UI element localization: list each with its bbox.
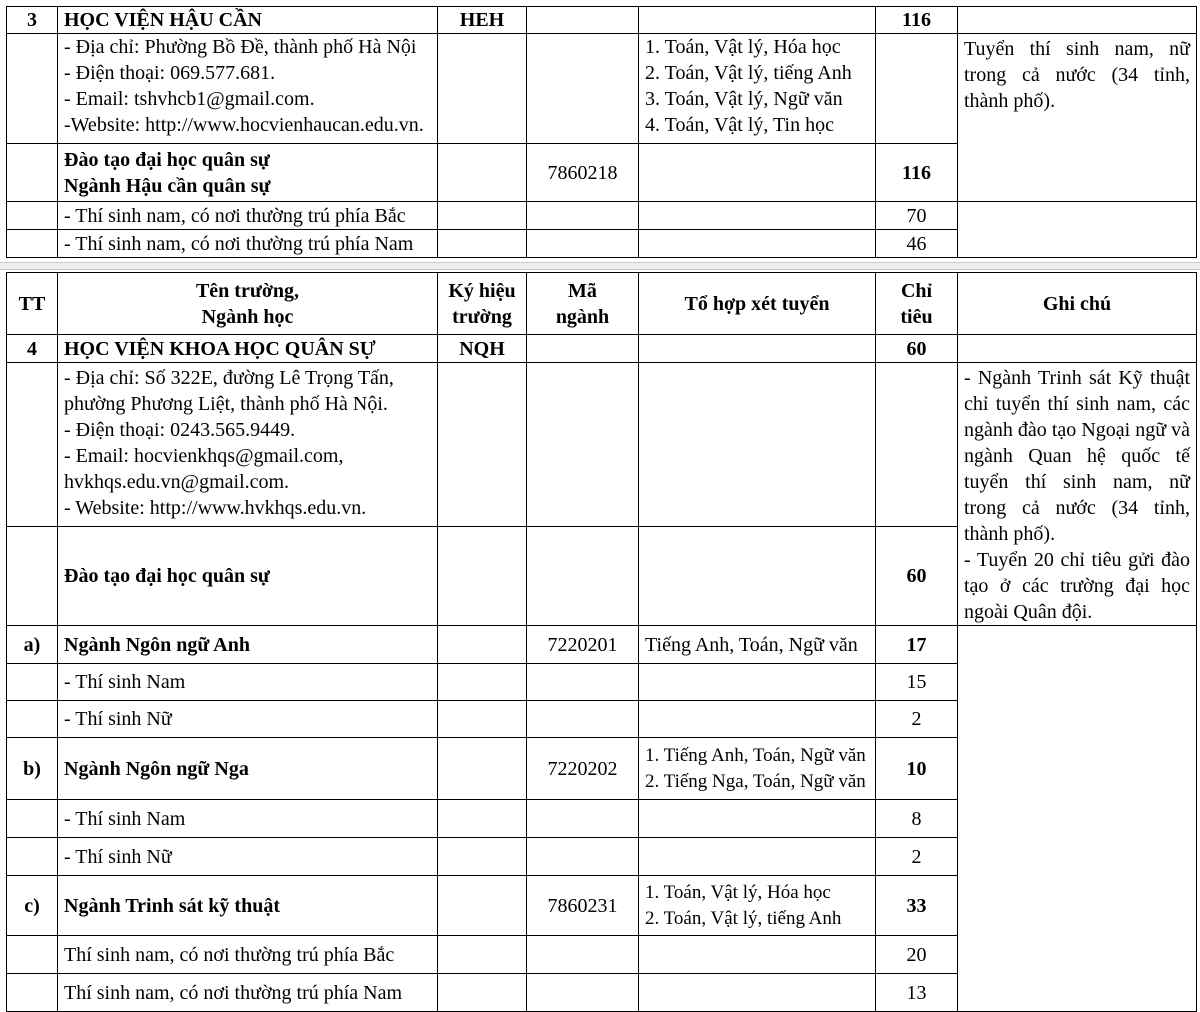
contact-row	[7, 363, 1197, 527]
school-row	[7, 335, 1197, 363]
major-quota: 17	[876, 626, 958, 664]
row-label: - Thí sinh nam, có nơi thường trú phía Bắc	[58, 202, 438, 230]
row-quota: 8	[876, 800, 958, 838]
major-name: Ngành Trinh sát kỹ thuật	[58, 876, 438, 936]
note-cell: - Ngành Trinh sát Kỹ thuật chỉ tuyển thí sinh nam, các ngành đào tạo Ngoại ngữ và ngành Quan hệ quốc tế tuyển thí sinh nam, nữ trong cả nước (34 tỉnh, thành phố). - Tuyển 20 chỉ tiêu gửi đào tạo ở các trường đại học ngoài Quân đội.	[958, 363, 1197, 626]
contact-info	[58, 34, 438, 144]
school-code: HEH	[438, 7, 527, 34]
row-quota: 2	[876, 701, 958, 738]
major-tt: b)	[7, 738, 58, 800]
major-code: 7220201	[527, 626, 639, 664]
admissions-table-heh	[6, 6, 1197, 258]
page-break	[0, 262, 1200, 270]
row-label: - Thí sinh nam, có nơi thường trú phía Nam	[58, 230, 438, 258]
row-quota: 13	[876, 974, 958, 1012]
website: -Website: http://www.hocvienhaucan.edu.vn.	[64, 114, 424, 136]
row-quota: 2	[876, 838, 958, 876]
program-quota: 116	[876, 144, 958, 202]
admissions-table-nqh	[6, 272, 1197, 1012]
major-code: 7220202	[527, 738, 639, 800]
combo-item: 2. Tiếng Nga, Toán, Ngữ văn	[645, 770, 866, 792]
header-code: Ký hiệu trường	[438, 273, 527, 335]
row-label: - Thí sinh Nam	[58, 664, 438, 701]
combo-item: 1. Tiếng Anh, Toán, Ngữ văn	[645, 744, 866, 766]
row-label: - Thí sinh Nam	[58, 800, 438, 838]
school-quota: 116	[876, 7, 958, 34]
major-tt: a)	[7, 626, 58, 664]
major-tt: c)	[7, 876, 58, 936]
program-name: Đào tạo đại học quân sự Ngành Hậu cần quân sự	[58, 144, 438, 202]
email: hvkhqs.edu.vn@gmail.com.	[64, 471, 290, 493]
subject-combos	[639, 876, 876, 936]
school-row	[7, 7, 1197, 34]
header-combo: Tổ hợp xét tuyển	[639, 273, 876, 335]
row-label: - Thí sinh Nữ	[58, 838, 438, 876]
row-label: - Thí sinh Nữ	[58, 701, 438, 738]
major-name: Ngành Ngôn ngữ Nga	[58, 738, 438, 800]
subject-combos	[639, 738, 876, 800]
school-name: HỌC VIỆN HẬU CẦN	[58, 7, 438, 34]
header-row	[7, 273, 1197, 335]
header-note: Ghi chú	[958, 273, 1197, 335]
major-quota: 10	[876, 738, 958, 800]
address: - Địa chỉ: Phường Bồ Đề, thành phố Hà Nội	[64, 36, 417, 58]
combo-item: 1. Toán, Vật lý, Hóa học	[645, 36, 841, 58]
email: - Email: tshvhcb1@gmail.com.	[64, 88, 315, 110]
phone: - Điện thoại: 0243.565.9449.	[64, 419, 296, 441]
row-label: Thí sinh nam, có nơi thường trú phía Bắc	[58, 936, 438, 974]
combo-item: 2. Toán, Vật lý, tiếng Anh	[645, 62, 852, 84]
tt-cell: 4	[7, 335, 58, 363]
header-tt: TT	[7, 273, 58, 335]
row-quota: 20	[876, 936, 958, 974]
contact-info	[58, 363, 438, 527]
combo-item: 3. Toán, Vật lý, Ngữ văn	[645, 88, 843, 110]
subject-combos	[639, 34, 876, 144]
row-label: Thí sinh nam, có nơi thường trú phía Nam	[58, 974, 438, 1012]
combo-item: 1. Toán, Vật lý, Hóa học	[645, 881, 831, 903]
school-name: HỌC VIỆN KHOA HỌC QUÂN SỰ	[58, 335, 438, 363]
email: - Email: hocvienkhqs@gmail.com,	[64, 445, 344, 467]
address: phường Phương Liệt, thành phố Hà Nội.	[64, 393, 388, 415]
program-name: Đào tạo đại học quân sự	[58, 526, 438, 625]
row-quota: 15	[876, 664, 958, 701]
contact-row	[7, 34, 1197, 144]
table-row	[7, 202, 1197, 230]
website: - Website: http://www.hvkhqs.edu.vn.	[64, 497, 367, 519]
program-quota: 60	[876, 526, 958, 625]
school-code: NQH	[438, 335, 527, 363]
header-quota: Chỉ tiêu	[876, 273, 958, 335]
note-cell: Tuyển thí sinh nam, nữ trong cả nước (34 tỉnh, thành phố).	[958, 34, 1197, 202]
tt-cell: 3	[7, 7, 58, 34]
header-name: Tên trường, Ngành học	[58, 273, 438, 335]
major-code: 7860231	[527, 876, 639, 936]
school-quota: 60	[876, 335, 958, 363]
row-quota: 70	[876, 202, 958, 230]
subject-combos	[639, 626, 876, 664]
major-code: 7860218	[527, 144, 639, 202]
address: - Địa chỉ: Số 322E, đường Lê Trọng Tấn,	[64, 367, 394, 389]
header-major: Mã ngành	[527, 273, 639, 335]
major-quota: 33	[876, 876, 958, 936]
phone: - Điện thoại: 069.577.681.	[64, 62, 276, 84]
combo-item: 2. Toán, Vật lý, tiếng Anh	[645, 907, 842, 929]
combo-item: 4. Toán, Vật lý, Tin học	[645, 114, 834, 136]
major-name: Ngành Ngôn ngữ Anh	[58, 626, 438, 664]
combo-item: Tiếng Anh, Toán, Ngữ văn	[645, 633, 858, 656]
row-quota: 46	[876, 230, 958, 258]
major-row	[7, 626, 1197, 664]
